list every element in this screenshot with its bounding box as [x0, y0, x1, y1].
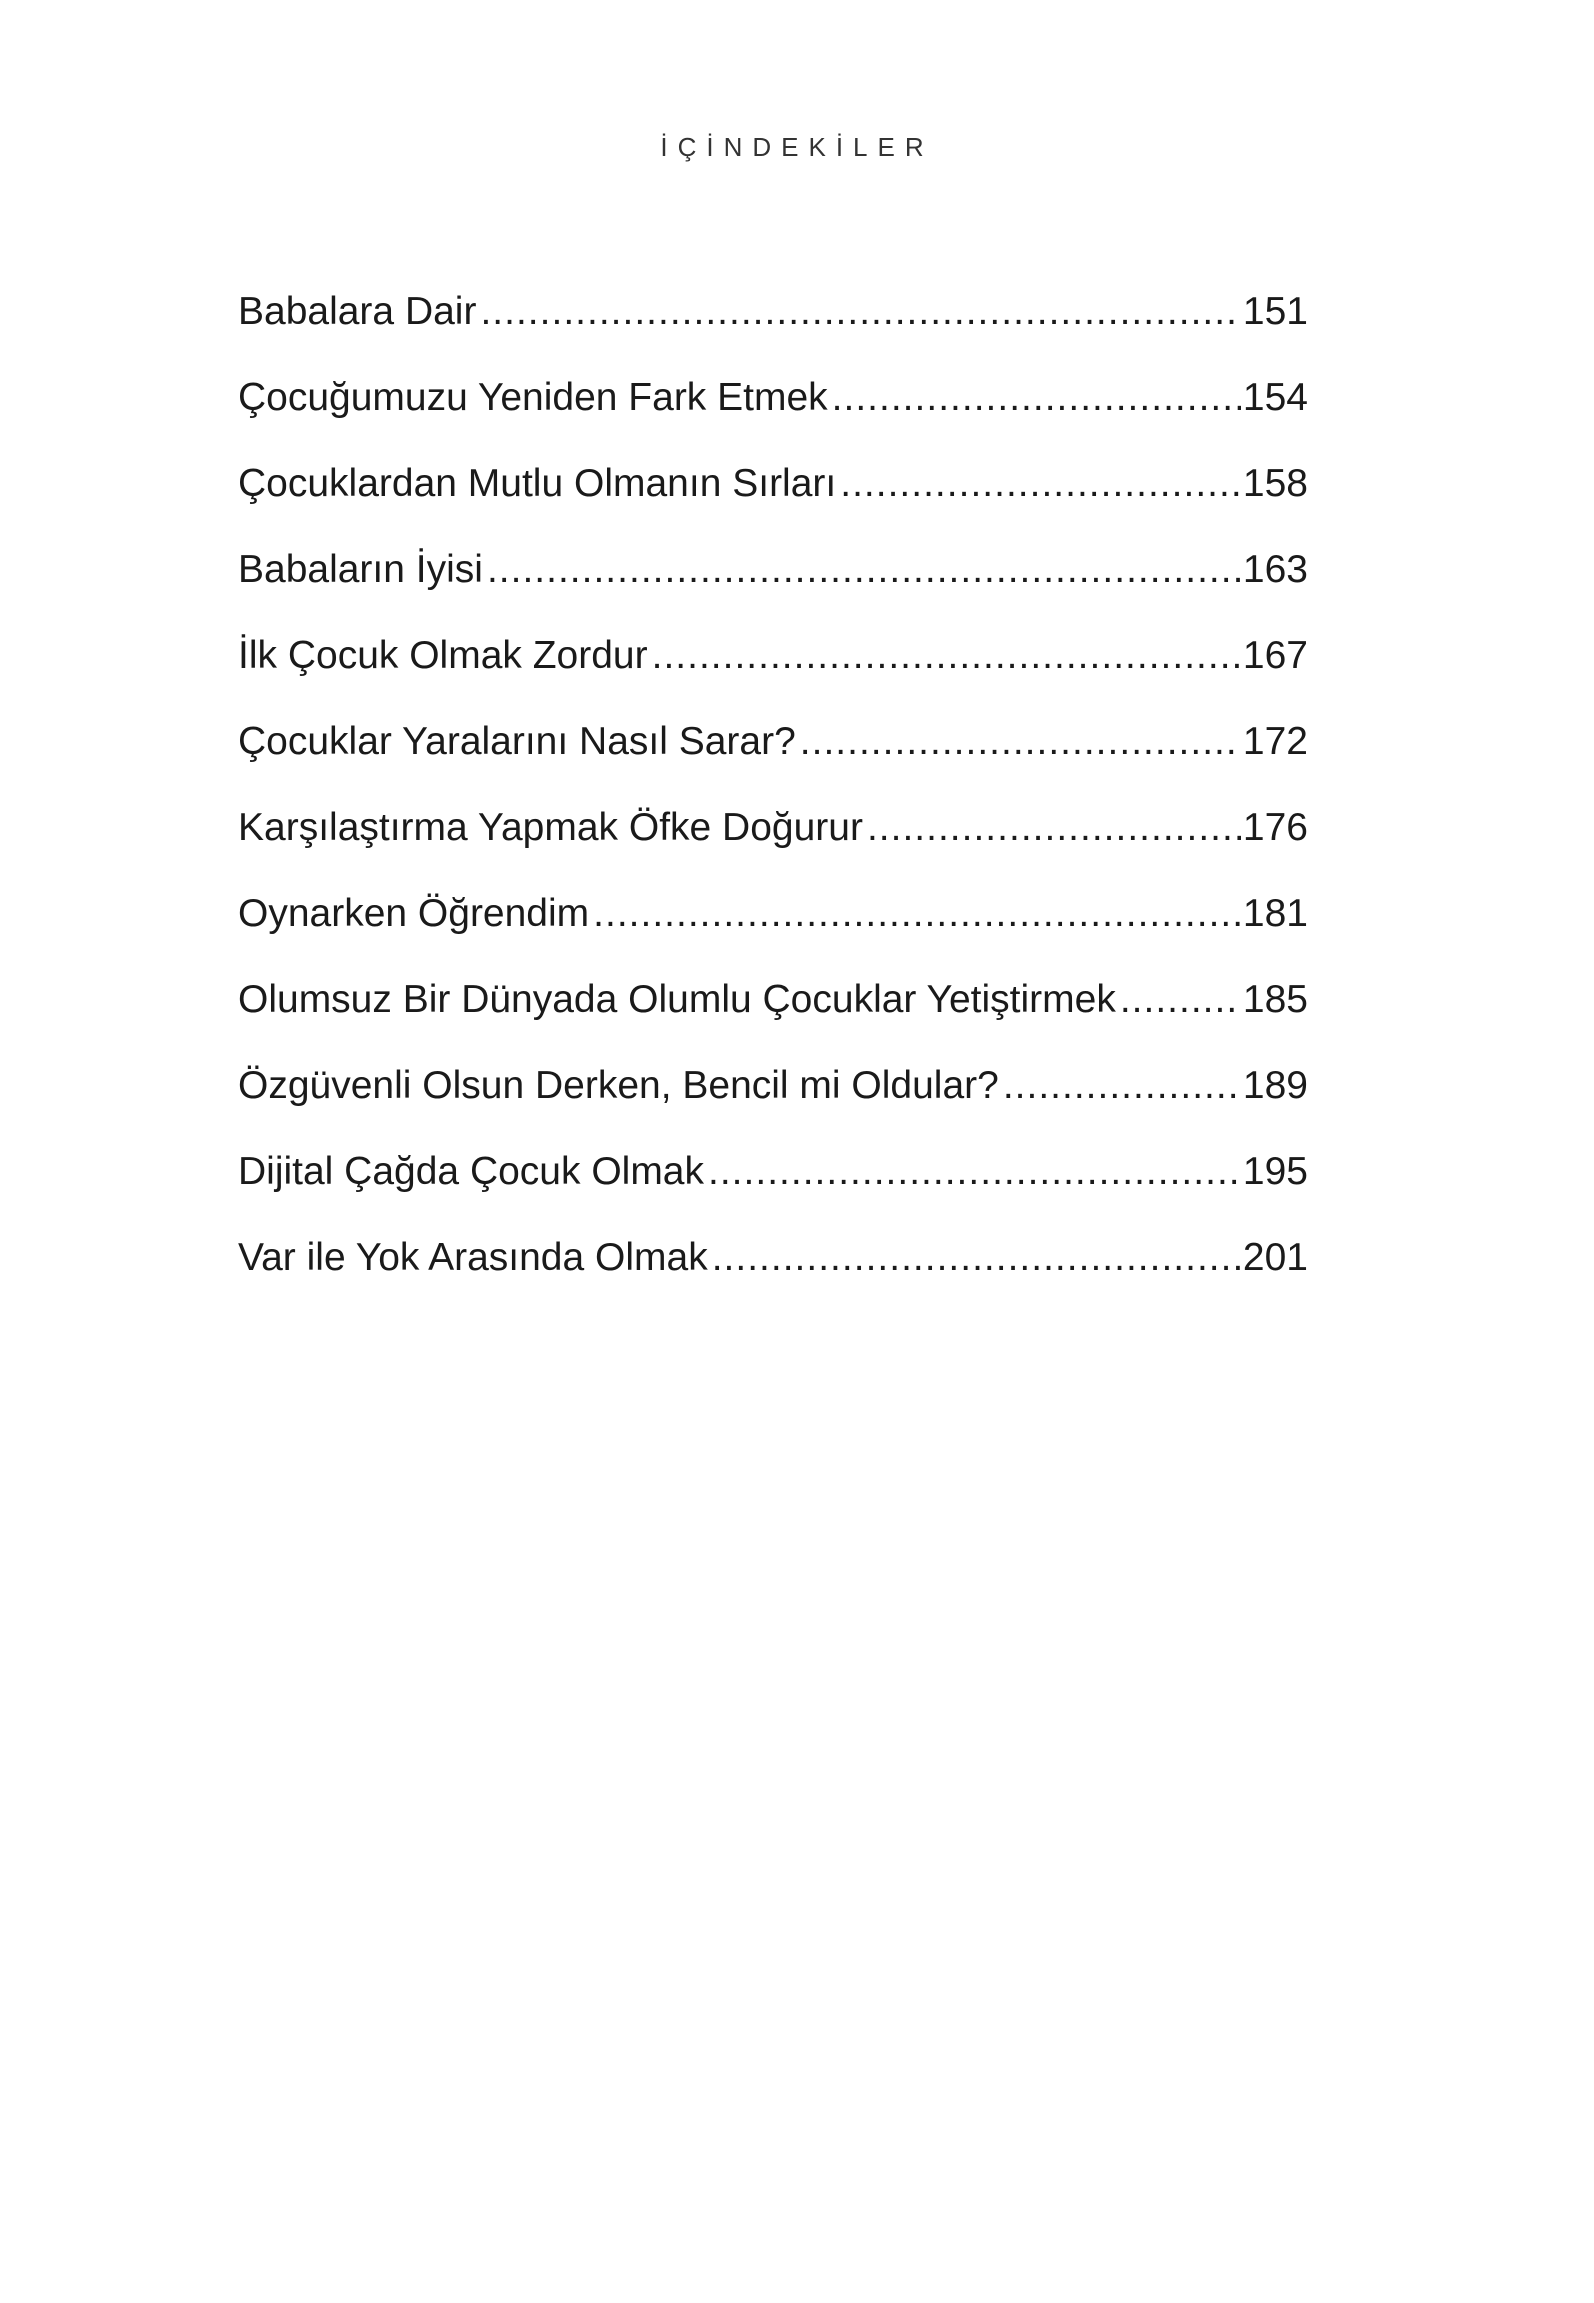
- toc-entry-title: Var ile Yok Arasında Olmak: [238, 1236, 708, 1279]
- dot-leader: [1120, 973, 1241, 1027]
- toc-entry: [238, 1231, 1308, 1317]
- toc-entry: [238, 457, 1308, 543]
- toc-entry-title: İlk Çocuk Olmak Zordur: [238, 634, 648, 677]
- toc-entry-page: 176: [1242, 806, 1308, 849]
- dot-leader: [480, 285, 1240, 339]
- toc-entry-page: 189: [1242, 1064, 1308, 1107]
- toc-entry: [238, 715, 1308, 801]
- toc-entry-title: Olumsuz Bir Dünyada Olumlu Çocuklar Yetiştirmek: [238, 978, 1116, 1021]
- page-title: İÇİNDEKİLER: [660, 132, 934, 162]
- toc-entry-page: 167: [1242, 634, 1308, 677]
- toc-entry-page: 201: [1242, 1236, 1308, 1279]
- dot-leader: [832, 371, 1241, 425]
- toc-entry-title: Dijital Çağda Çocuk Olmak: [238, 1150, 705, 1193]
- toc-entry-title: Çocuklar Yaralarını Nasıl Sarar?: [238, 720, 796, 763]
- toc-entry: [238, 973, 1308, 1059]
- dot-leader: [652, 629, 1241, 683]
- dot-leader: [487, 543, 1241, 597]
- toc-entry-page: 154: [1242, 376, 1308, 419]
- toc-entry-title: Babalara Dair: [238, 290, 477, 333]
- dot-leader: [840, 457, 1241, 511]
- toc-entry-page: 158: [1242, 462, 1308, 505]
- toc-entry-page: 151: [1242, 290, 1308, 333]
- toc-entry-page: 195: [1242, 1150, 1308, 1193]
- toc-entry-title: Babaların İyisi: [238, 548, 483, 591]
- toc-entry: [238, 887, 1308, 973]
- toc-entry-page: 185: [1242, 978, 1308, 1021]
- table-of-contents: [238, 285, 1308, 1317]
- toc-entry: [238, 801, 1308, 887]
- toc-entry: [238, 543, 1308, 629]
- toc-entry-page: 163: [1242, 548, 1308, 591]
- toc-entry-page: 172: [1242, 720, 1308, 763]
- toc-entry: [238, 1145, 1308, 1231]
- toc-entry-title: Çocuklardan Mutlu Olmanın Sırları: [238, 462, 837, 505]
- dot-leader: [867, 801, 1241, 855]
- toc-entry-page: 181: [1242, 892, 1308, 935]
- toc-entry: [238, 371, 1308, 457]
- toc-entry-title: Oynarken Öğrendim: [238, 892, 590, 935]
- dot-leader: [708, 1145, 1241, 1199]
- dot-leader: [712, 1231, 1241, 1285]
- toc-entry: [238, 1059, 1308, 1145]
- dot-leader: [593, 887, 1241, 941]
- toc-entry: [238, 629, 1308, 715]
- toc-entry-title: Çocuğumuzu Yeniden Fark Etmek: [238, 376, 828, 419]
- toc-entry: [238, 285, 1308, 371]
- dot-leader: [1003, 1059, 1241, 1113]
- dot-leader: [800, 715, 1241, 769]
- toc-entry-title: Özgüvenli Olsun Derken, Bencil mi Oldular?: [238, 1064, 999, 1107]
- toc-entry-title: Karşılaştırma Yapmak Öfke Doğurur: [238, 806, 863, 849]
